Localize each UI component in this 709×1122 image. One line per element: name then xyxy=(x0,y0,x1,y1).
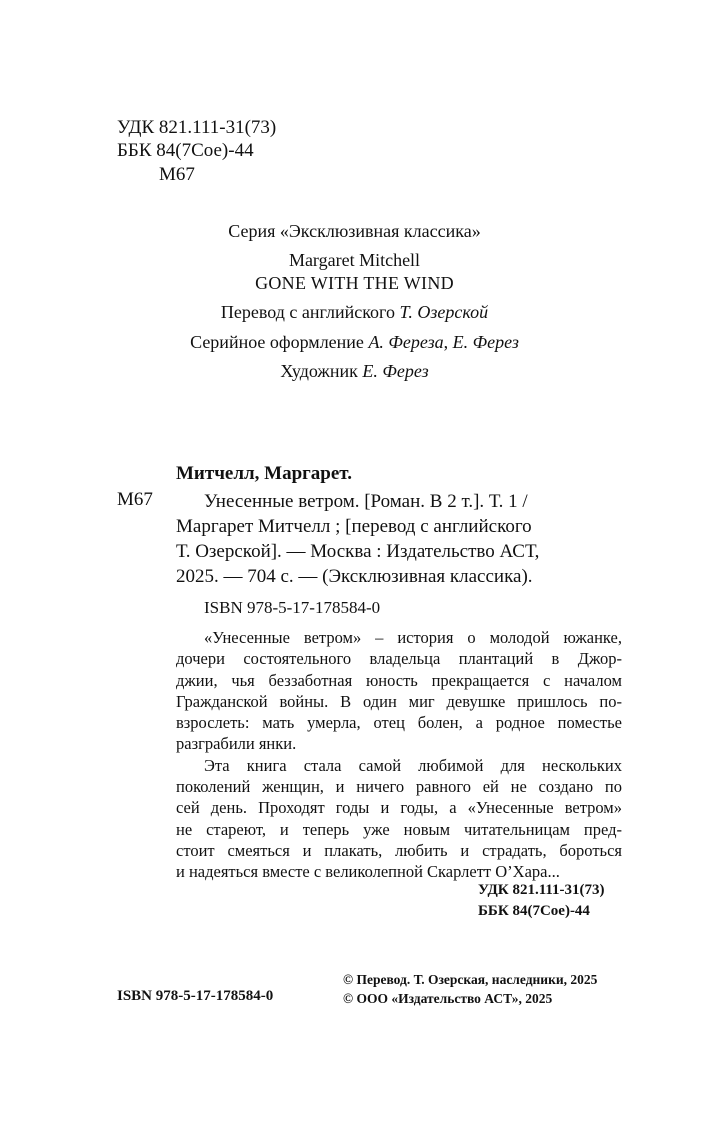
annotation-line: сей день. Проходят годы и годы, а «Унесенные ветром» xyxy=(176,798,622,818)
annotation-line: Гражданской войны. В один миг девушке пришлось по- xyxy=(176,691,622,711)
annotation-line: Эта книга стала самой любимой для нескольких xyxy=(204,755,622,775)
designer-name-2: Е. Ферез xyxy=(452,332,519,352)
series-line: Серия «Эксклюзивная классика» xyxy=(228,221,481,241)
translation-label: Перевод с английского xyxy=(220,302,400,322)
annotation-line: дочери состоятельного владельца плантаций в Джор- xyxy=(176,649,622,669)
artist-credit xyxy=(0,360,709,382)
annotation-line: «Унесенные ветром» – история о молодой южанке, xyxy=(204,628,622,647)
annotation-line: джии, чья беззаботная юность прекращается с началом xyxy=(176,670,622,690)
catalog-author-sign: М67 xyxy=(117,489,153,510)
artist-name: Е. Ферез xyxy=(362,361,429,381)
footer-isbn: ISBN 978-5-17-178584-0 xyxy=(117,988,274,1004)
original-author: Margaret Mitchell xyxy=(288,250,421,270)
translation-credit xyxy=(0,301,709,323)
catalog-heading: Митчелл, Маргарет. xyxy=(176,463,352,484)
bibliographic-record xyxy=(176,489,622,589)
footer-bbk: ББК 84(7Сое)-44 xyxy=(478,903,590,919)
record-line: 2025. — 704 с. — (Эксклюзивная классика). xyxy=(176,566,533,587)
annotation-line: стоит смеяться и плакать, любить и страдать, бороться xyxy=(176,840,622,860)
translator-name: Т. Озерской xyxy=(399,302,489,322)
copyright-publisher: © ООО «Издательство АСТ», 2025 xyxy=(343,991,553,1006)
annotation-line: взрослеть: мать умерла, отец болен, а родное поместье xyxy=(176,713,622,733)
author-sign: М67 xyxy=(159,164,195,185)
copyright-translation: © Перевод. Т. Озерская, наследники, 2025 xyxy=(343,972,598,987)
annotation-line: поколений женщин, и ничего равного ей не создано по xyxy=(176,777,622,797)
annotation-line: не стареют, и теперь уже новым читательницам пред- xyxy=(176,819,622,839)
designer-name-1: А. Фереза xyxy=(368,332,444,352)
record-line: Унесенные ветром. [Роман. В 2 т.]. Т. 1 / xyxy=(204,491,528,512)
artist-label: Художник xyxy=(280,361,363,381)
bbk-code: ББК 84(7Сое)-44 xyxy=(117,140,254,161)
design-label: Серийное оформление xyxy=(190,332,369,352)
udk-code: УДК 821.111-31(73) xyxy=(117,117,277,138)
footer-udk: УДК 821.111-31(73) xyxy=(478,882,605,898)
record-line: Т. Озерской]. — Москва : Издательство АСТ, xyxy=(176,541,540,562)
record-line: Маргарет Митчелл ; [перевод с английского xyxy=(176,516,532,537)
original-title: GONE WITH THE WIND xyxy=(255,273,454,293)
annotation-line: разграбили янки. xyxy=(176,734,297,754)
designer-separator: , xyxy=(443,332,453,352)
annotation-line: и надеяться вместе с великолепной Скарлетт О’Хара... xyxy=(176,862,560,882)
annotation xyxy=(176,627,622,883)
catalog-isbn: ISBN 978-5-17-178584-0 xyxy=(204,598,381,617)
design-credit xyxy=(0,331,709,353)
